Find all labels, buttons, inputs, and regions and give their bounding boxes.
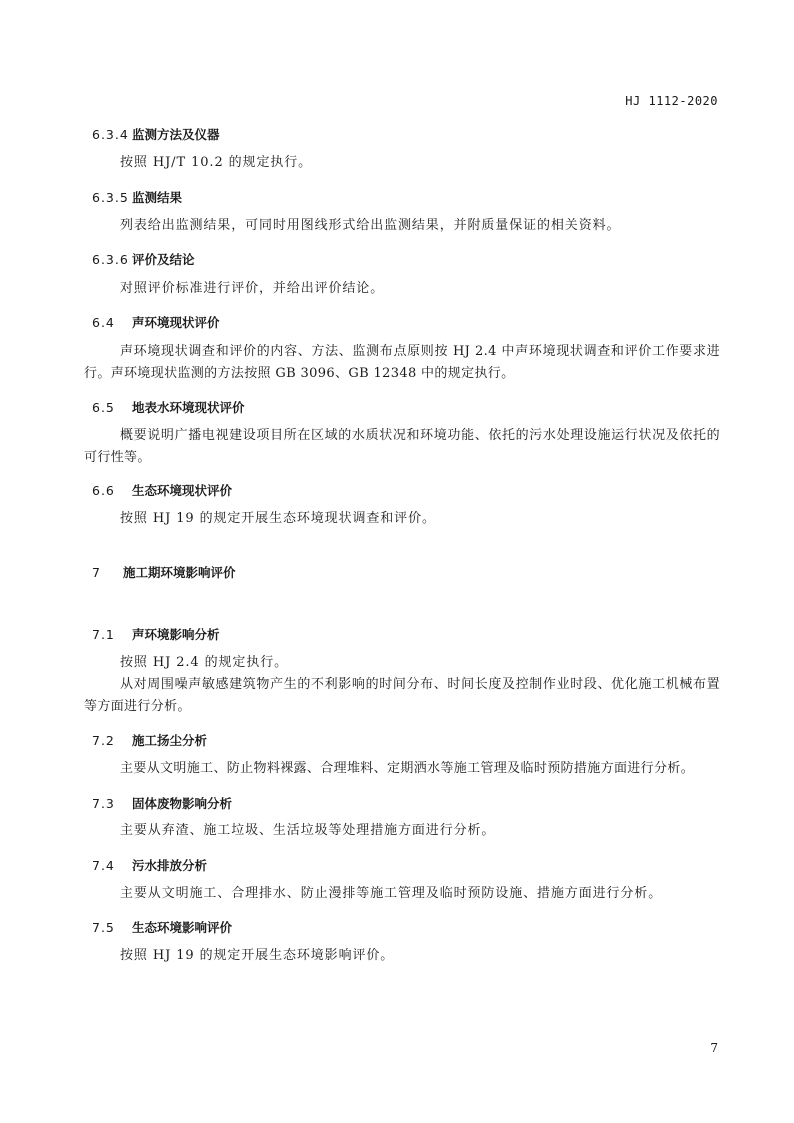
section-number: 7.1	[92, 627, 115, 642]
paragraph: 对照评价标准进行评价，并给出评价结论。	[120, 281, 385, 296]
section-title: 生态环境现状评价	[132, 483, 233, 498]
paragraph: 主要从弃渣、施工垃圾、生活垃圾等处理措施方面进行分析。	[120, 823, 496, 838]
section-number: 6.3.6	[92, 252, 129, 267]
paragraph: 按照 HJ 2.4 的规定执行。	[120, 655, 289, 670]
section-title: 评价及结论	[132, 252, 195, 267]
paragraph: 声环境现状调查和评价的内容、方法、监测布点原则按 HJ 2.4 中声环境现状调查和评价工作要求进行。声环境现状监测的方法按照 GB 3096、GB 12348 中的规定执行。	[84, 344, 720, 381]
section-title: 固体废物影响分析	[132, 796, 233, 811]
section-number: 6.5	[92, 400, 115, 415]
section-number: 7.4	[92, 858, 115, 873]
section-heading-7-5	[92, 918, 232, 936]
paragraph: 从对周围噪声敏感建筑物产生的不利影响的时间分布、时间长度及控制作业时段、优化施工机械布置等方面进行分析。	[84, 677, 720, 714]
section-title: 声环境现状评价	[132, 315, 220, 330]
section-number: 7.3	[92, 796, 115, 811]
section-number: 6.6	[92, 483, 115, 498]
page-number: 7	[710, 1041, 718, 1055]
section-heading-6-5	[92, 398, 245, 416]
section-title: 监测结果	[132, 190, 183, 205]
section-heading-7-1	[92, 625, 220, 643]
paragraph: 概要说明广播电视建设项目所在区域的水质状况和环境功能、依托的污水处理设施运行状况及依托的可行性等。	[84, 428, 720, 465]
paragraph: 按照 HJ 19 的规定开展生态环境现状调查和评价。	[120, 511, 436, 526]
section-title: 监测方法及仪器	[132, 127, 220, 142]
section-title: 施工期环境影响评价	[123, 565, 236, 580]
section-heading-7-3	[92, 794, 232, 812]
section-number: 7.5	[92, 920, 115, 935]
paragraph: 主要从文明施工、合理排水、防止漫排等施工管理及临时预防设施、措施方面进行分析。	[120, 886, 663, 901]
paragraph: 列表给出监测结果，可同时用图线形式给出监测结果，并附质量保证的相关资料。	[120, 218, 621, 233]
section-number: 7	[92, 565, 101, 580]
document-id-header: HJ 1112-2020	[625, 94, 718, 108]
section-heading-6-3-5	[92, 188, 182, 206]
section-title: 声环境影响分析	[132, 627, 220, 642]
paragraph: 按照 HJ/T 10.2 的规定执行。	[120, 155, 313, 170]
section-heading-6-4	[92, 313, 220, 331]
section-number: 6.4	[92, 315, 115, 330]
section-number: 7.2	[92, 733, 115, 748]
chapter-heading-7	[92, 563, 236, 581]
section-number: 6.3.5	[92, 190, 129, 205]
paragraph: 主要从文明施工、防止物料裸露、合理堆料、定期洒水等施工管理及临时预防措施方面进行分析。	[120, 761, 695, 776]
section-number: 6.3.4	[92, 127, 129, 142]
section-title: 污水排放分析	[132, 858, 208, 873]
section-heading-6-6	[92, 481, 232, 499]
section-heading-6-3-6	[92, 250, 195, 268]
section-title: 施工扬尘分析	[132, 733, 208, 748]
section-title: 生态环境影响评价	[132, 920, 233, 935]
section-heading-7-2	[92, 731, 207, 749]
paragraph: 按照 HJ 19 的规定开展生态环境影响评价。	[120, 948, 395, 963]
section-heading-6-3-4	[92, 125, 220, 143]
section-title: 地表水环境现状评价	[132, 400, 245, 415]
section-heading-7-4	[92, 856, 207, 874]
